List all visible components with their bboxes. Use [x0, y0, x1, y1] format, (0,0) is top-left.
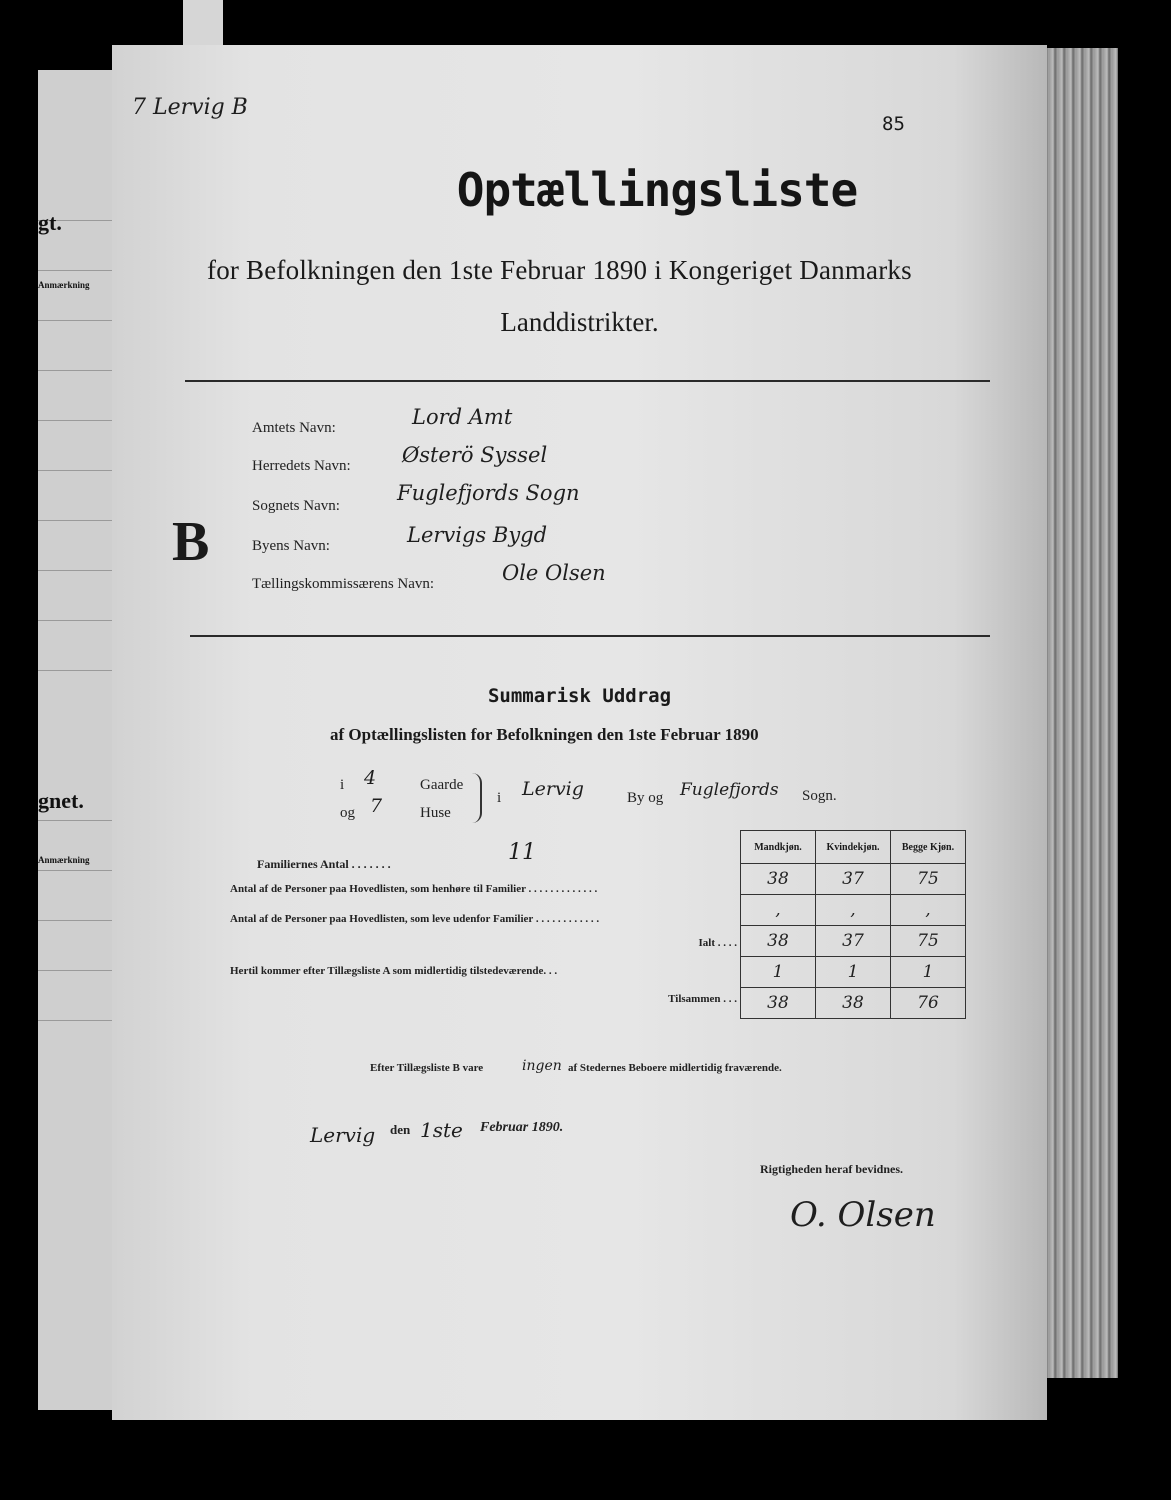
summary-subheading: af Optællingslisten for Befolkningen den 1ste Februar 1890 — [330, 725, 759, 744]
strip-text-anm-1: Anmærkning — [38, 280, 90, 290]
cell-ialt-mand: 38 — [741, 926, 816, 957]
gaarde-prefix: i — [340, 777, 345, 793]
families-value: 11 — [508, 840, 536, 865]
by-og-label: By og — [627, 790, 664, 806]
families-label: Familiernes Antal . . . . . . . — [257, 857, 391, 871]
cell-ialt-kvinde: 37 — [816, 926, 891, 957]
adjacent-page-strip — [38, 70, 121, 1410]
cell-familier-kvinde: 37 — [816, 864, 891, 895]
field-value-amt: Lord Amt — [412, 405, 513, 429]
row-label-udenfor: Antal af de Personer paa Hovedlisten, som leve udenfor Familier . . . . . . . . . . . . — [230, 913, 600, 925]
col-header-mand: Mandkjøn. — [741, 831, 816, 864]
cell-udenfor-kvinde: , — [816, 895, 891, 926]
strip-text-gnet: gnet. — [38, 788, 84, 813]
huse-prefix: og — [340, 805, 355, 821]
summary-heading: Summarisk Uddrag — [487, 685, 672, 707]
col-header-kvinde: Kvindekjøn. — [816, 831, 891, 864]
cell-tillaeg-mand: 1 — [741, 957, 816, 988]
field-value-herred: Østerö Syssel — [402, 443, 548, 467]
row-label-tillaeg-a: Hertil kommer efter Tillægsliste A som midlertidig tilstedeværende. . . — [230, 965, 558, 977]
place-date-den: den — [390, 1122, 411, 1137]
huse-count: 7 — [370, 795, 383, 817]
sogn-value: Fuglefjords — [680, 780, 779, 800]
subtitle-line-2: Landdistrikter. — [500, 307, 659, 337]
brace — [470, 773, 482, 823]
field-label-by: Byens Navn: — [252, 538, 330, 554]
population-table — [740, 830, 966, 1019]
field-value-kommissaer: Ole Olsen — [502, 561, 606, 585]
huse-label: Huse — [420, 805, 451, 821]
cell-ialt-begge: 75 — [891, 926, 966, 957]
tillaeg-b-value: ingen — [522, 1058, 562, 1074]
certification-text: Rigtigheden heraf bevidnes. — [760, 1162, 904, 1176]
section-letter: B — [172, 511, 210, 573]
field-label-sogn: Sognets Navn: — [252, 498, 340, 514]
cell-tilsammen-begge: 76 — [891, 988, 966, 1019]
cell-udenfor-mand: , — [741, 895, 816, 926]
gaarde-label: Gaarde — [420, 777, 464, 793]
row-label-ialt: Ialt . . . . — [698, 937, 737, 949]
header-rule — [185, 380, 990, 382]
cell-tilsammen-kvinde: 38 — [816, 988, 891, 1019]
field-value-sogn: Fuglefjords Sogn — [397, 481, 580, 505]
field-label-amt: Amtets Navn: — [252, 420, 336, 436]
place-value: Lervig — [522, 778, 584, 800]
cell-tillaeg-begge: 1 — [891, 957, 966, 988]
place-date-place: Lervig — [310, 1123, 376, 1147]
tillaeg-b-pre: Efter Tillægsliste B vare — [370, 1062, 484, 1074]
cell-tillaeg-kvinde: 1 — [816, 957, 891, 988]
place-date-rest: Februar 1890. — [480, 1120, 564, 1135]
i-label: i — [497, 790, 502, 806]
gaarde-count: 4 — [364, 767, 377, 789]
field-label-herred: Herredets Navn: — [252, 458, 351, 474]
page-title: Optællingsliste — [456, 163, 858, 217]
cell-familier-mand: 38 — [741, 864, 816, 895]
col-header-begge: Begge Kjøn. — [891, 831, 966, 864]
tillaeg-b-post: af Stedernes Beboere midlertidig fraværende. — [568, 1062, 782, 1074]
sogn-label: Sogn. — [802, 788, 837, 804]
margin-note: 7 Lervig B — [132, 95, 248, 120]
strip-text-anm-2: Anmærkning — [38, 855, 90, 865]
signature: O. Olsen — [790, 1195, 936, 1235]
page-edges — [1040, 48, 1118, 1378]
cell-tilsammen-mand: 38 — [741, 988, 816, 1019]
place-date-day: 1ste — [420, 1118, 463, 1142]
row-label-familier: Antal af de Personer paa Hovedlisten, som henhøre til Familier . . . . . . . . . . . . . — [230, 883, 598, 895]
strip-text-gt: gt. — [38, 210, 62, 235]
cell-familier-begge: 75 — [891, 864, 966, 895]
cell-udenfor-begge: , — [891, 895, 966, 926]
field-value-by: Lervigs Bygd — [407, 523, 548, 547]
fields-rule — [190, 635, 990, 637]
subtitle-line-1: for Befolkningen den 1ste Februar 1890 i Kongeriget Danmarks — [207, 255, 912, 285]
row-label-tilsammen: Tilsammen . . . — [668, 993, 737, 1005]
page-number: 85 — [882, 113, 905, 135]
field-label-kommissaer: Tællingskommissærens Navn: — [252, 576, 435, 592]
